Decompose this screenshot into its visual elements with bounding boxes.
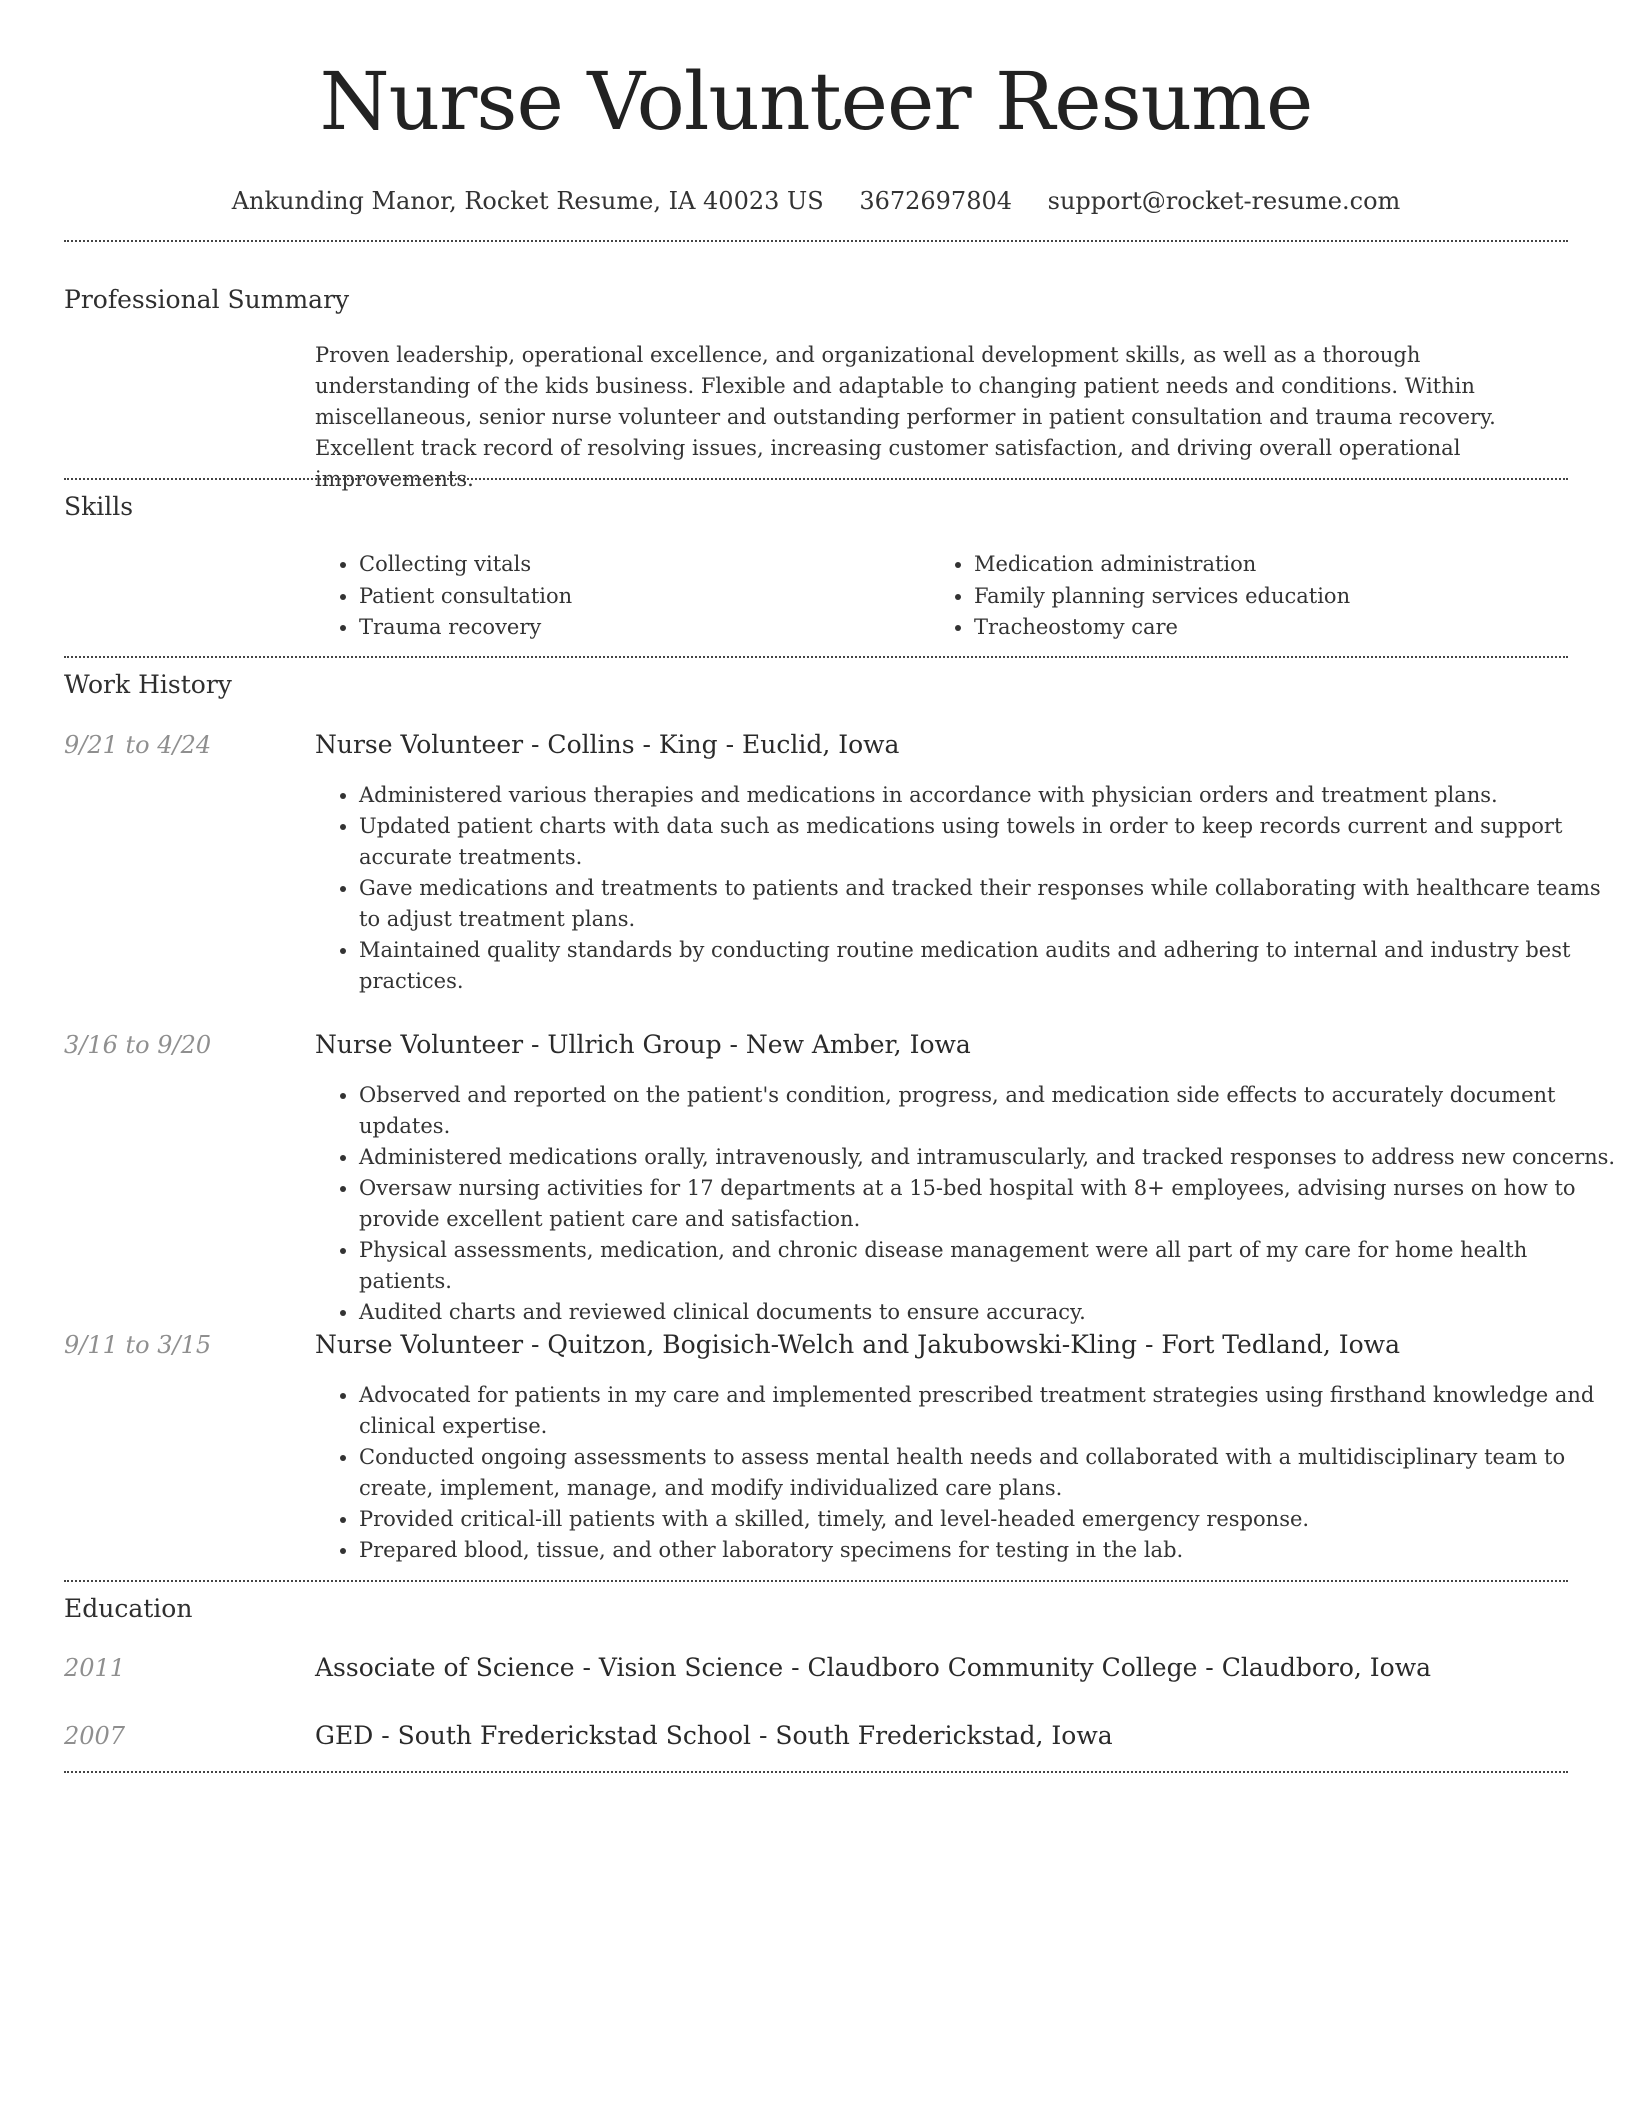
skill-item: • Family planning services education	[974, 581, 1574, 613]
job-bullet: • Oversaw nursing activities for 17 departments at a 15-bed hospital with 8+ employees, advising nurses on how to provide excellent patient care and satisfaction.	[359, 1173, 1619, 1235]
job-date: 9/21 to 4/24	[64, 731, 212, 759]
skill-item: • Trauma recovery	[359, 612, 959, 644]
job-title: Nurse Volunteer - Collins - King - Euclid, Iowa	[315, 730, 900, 759]
job-title: Nurse Volunteer - Ullrich Group - New Amber, Iowa	[315, 1030, 971, 1059]
job-bullets	[315, 1380, 1619, 1566]
job-bullet: • Audited charts and reviewed clinical documents to ensure accuracy.	[359, 1297, 1619, 1328]
job-bullet: • Physical assessments, medication, and chronic disease management were all part of my care for home health patients.	[359, 1235, 1619, 1297]
contact-phone: 3672697804	[859, 187, 1013, 215]
job-bullet: • Prepared blood, tissue, and other laboratory specimens for testing in the lab.	[359, 1535, 1619, 1566]
job-bullet: • Observed and reported on the patient's condition, progress, and medication side effects to accurately document updates.	[359, 1080, 1619, 1142]
resume-title: Nurse Volunteer Resume	[319, 55, 1313, 148]
job-date: 9/11 to 3/15	[64, 1331, 212, 1359]
contact-email: support@rocket-resume.com	[1047, 187, 1401, 215]
job-bullet: • Advocated for patients in my care and implemented prescribed treatment strategies using firsthand knowledge and clinical expertise.	[359, 1380, 1619, 1442]
skill-item: • Tracheostomy care	[974, 612, 1574, 644]
divider	[64, 478, 1568, 480]
skill-item: • Patient consultation	[359, 581, 959, 613]
education-title: GED - South Frederickstad School - South Frederickstad, Iowa	[315, 1721, 1113, 1750]
job-bullet: • Gave medications and treatments to patients and tracked their responses while collaborating with healthcare teams to adjust treatment plans.	[359, 873, 1619, 935]
job-bullets	[315, 1080, 1619, 1328]
education-date: 2007	[64, 1722, 126, 1750]
skill-item: • Collecting vitals	[359, 549, 959, 581]
skill-item: • Medication administration	[974, 549, 1574, 581]
job-date: 3/16 to 9/20	[64, 1031, 212, 1059]
section-title-work: Work History	[64, 670, 232, 699]
job-bullet: • Administered medications orally, intravenously, and intramuscularly, and tracked responses to address new concerns.	[359, 1142, 1619, 1173]
job-bullet: • Administered various therapies and medications in accordance with physician orders and treatment plans.	[359, 780, 1619, 811]
education-date: 2011	[64, 1654, 126, 1682]
job-bullet: • Updated patient charts with data such as medications using towels in order to keep records current and support accurate treatments.	[359, 811, 1619, 873]
job-bullet: • Maintained quality standards by conducting routine medication audits and adhering to internal and industry best practices.	[359, 935, 1619, 997]
contact-address: Ankunding Manor, Rocket Resume, IA 40023 US	[231, 187, 824, 215]
section-title-summary: Professional Summary	[64, 285, 350, 314]
job-bullet: • Provided critical-ill patients with a skilled, timely, and level-headed emergency response.	[359, 1504, 1619, 1535]
divider	[64, 240, 1568, 242]
education-title: Associate of Science - Vision Science - Claudboro Community College - Claudboro, Iowa	[315, 1653, 1432, 1682]
divider	[64, 1580, 1568, 1582]
skills-list-left	[315, 549, 959, 644]
section-title-skills: Skills	[64, 492, 134, 521]
divider	[64, 656, 1568, 658]
section-title-education: Education	[64, 1594, 193, 1623]
job-bullets	[315, 780, 1619, 997]
skills-list-right	[930, 549, 1574, 644]
contact-line	[0, 186, 1632, 216]
summary-text: Proven leadership, operational excellence, and organizational development skills, as well as a thorough understanding of the kids business. Flexible and adaptable to changing patient needs and conditions. Within miscellaneous, senior nurse volunteer and outstanding performer in patient consultation and trauma recovery. Excellent track record of resolving issues, increasing customer satisfaction, and driving overall operational improvements.	[315, 343, 1496, 491]
divider	[64, 1771, 1568, 1773]
job-title: Nurse Volunteer - Quitzon, Bogisich-Welch and Jakubowski-Kling - Fort Tedland, Iowa	[315, 1330, 1400, 1359]
job-bullet: • Conducted ongoing assessments to assess mental health needs and collaborated with a multidisciplinary team to create, implement, manage, and modify individualized care plans.	[359, 1442, 1619, 1504]
